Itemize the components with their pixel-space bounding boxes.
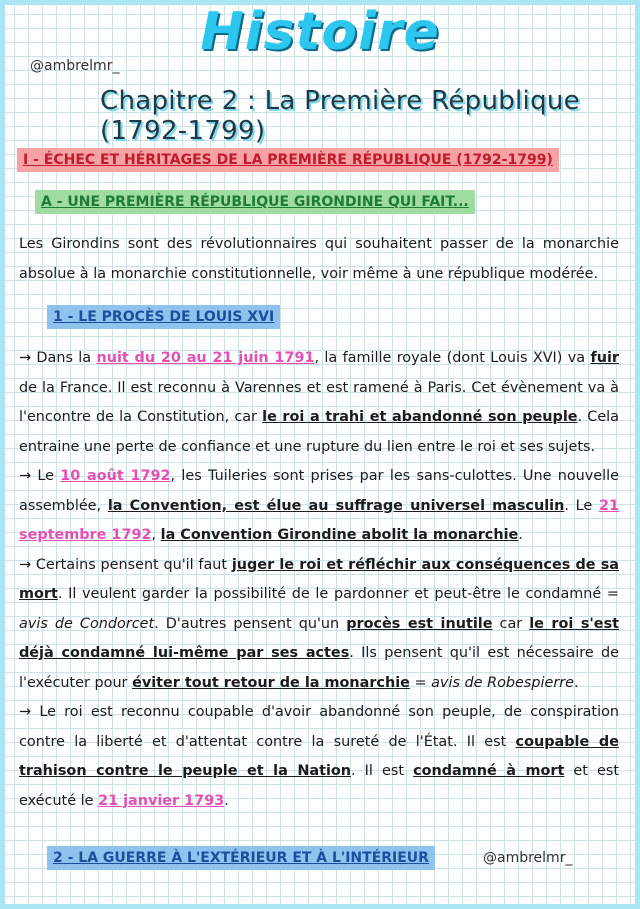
date-highlight: 21 septembre 1792 — [19, 497, 619, 543]
paragraph-convention — [19, 462, 619, 551]
arrow-icon: → — [19, 350, 32, 366]
paragraph-verdict — [19, 698, 619, 816]
text: Le roi est reconnu coupable d'avoir abandonné son peuple, de conspiration contre la liberté et d'attentat contre la sureté de l'État. Il est — [19, 704, 619, 750]
chapter-subtitle: Chapitre 2 : La Première République (1792-1799) — [100, 86, 580, 146]
author-handle-bottom: @ambrelmr_ — [483, 850, 573, 866]
text: . — [574, 674, 579, 691]
author-handle-top: @ambrelmr_ — [30, 58, 120, 74]
main-text — [19, 344, 619, 816]
text: . Il veulent garder la possibilité de le pardonner et peut-être le condamné = — [57, 586, 619, 602]
key-term: la Convention, est élue au suffrage universel masculin — [107, 497, 565, 514]
key-term: fuir — [590, 350, 619, 366]
text: = — [409, 674, 432, 691]
heading-subsection-a: A - UNE PREMIÈRE RÉPUBLIQUE GIRONDINE QUI FAIT... — [35, 190, 475, 214]
key-term: condamné à mort — [413, 763, 565, 779]
text: , la famille royale (dont Louis XVI) va — [314, 350, 591, 366]
key-term: coupable de trahison contre le peuple et la Nation — [19, 733, 619, 779]
paragraph-trial-debate — [19, 551, 619, 699]
text: . — [518, 527, 523, 543]
text: . Ils pensent qu'il est nécessaire de l'exécuter pour — [19, 645, 619, 691]
heading-part-2: 2 - LA GUERRE À L'EXTÉRIEUR ET À L'INTÉRIEUR — [47, 846, 435, 870]
text: , les Tuileries sont prises par les sans-culottes. Une nouvelle assemblée, — [19, 468, 619, 514]
text: , — [151, 527, 161, 543]
text: . D'autres pensent qu'un — [154, 615, 347, 632]
key-term: le roi s'est déjà condamné lui-même par ses actes — [19, 615, 620, 661]
text: car — [492, 615, 530, 632]
arrow-icon: → — [19, 468, 32, 484]
page-title: Histoire — [200, 2, 440, 62]
text: Certains pensent qu'il faut — [35, 556, 232, 573]
text: Dans la — [36, 350, 97, 366]
intro-paragraph: Les Girondins sont des révolutionnaires qui souhaitent passer de la monarchie absolue à la monarchie constitutionnelle, voir même à une république modérée. — [19, 236, 619, 282]
text: . Cela entraine une perte de confiance et une rupture du lien entre le roi et ses sujets. — [19, 409, 620, 455]
heading-section-1: I - ÉCHEC ET HÉRITAGES DE LA PREMIÈRE RÉPUBLIQUE (1792-1799) — [17, 148, 559, 172]
opinion-note: avis de Robespierre — [431, 674, 575, 691]
opinion-note: avis de Condorcet — [19, 615, 155, 632]
arrow-icon: → — [19, 556, 32, 573]
text: et est exécuté le — [19, 763, 619, 809]
arrow-icon: → — [19, 704, 32, 720]
key-term: la Convention Girondine abolit la monarchie — [160, 527, 519, 543]
key-term: le roi a trahi et abandonné son peuple — [262, 409, 578, 425]
heading-part-1: 1 - LE PROCÈS DE LOUIS XVI — [47, 305, 280, 329]
text: . — [224, 792, 229, 809]
text: . Le — [564, 497, 599, 514]
key-term: éviter tout retour de la monarchie — [132, 674, 410, 691]
date-highlight: 21 janvier 1793 — [98, 792, 225, 809]
text: . Il est — [351, 763, 414, 779]
key-term: procès est inutile — [346, 615, 493, 632]
text: de la France. Il est reconnu à Varennes et est ramené à Paris. Cet évènement va à l'encontre de la Constitution, car — [19, 379, 619, 425]
paragraph-flight — [19, 344, 619, 462]
key-term: juger le roi et réfléchir aux conséquences de sa mort — [19, 556, 619, 602]
date-highlight: nuit du 20 au 21 juin 1791 — [96, 350, 315, 366]
date-highlight: 10 août 1792 — [60, 468, 171, 484]
text: Le — [37, 468, 61, 484]
